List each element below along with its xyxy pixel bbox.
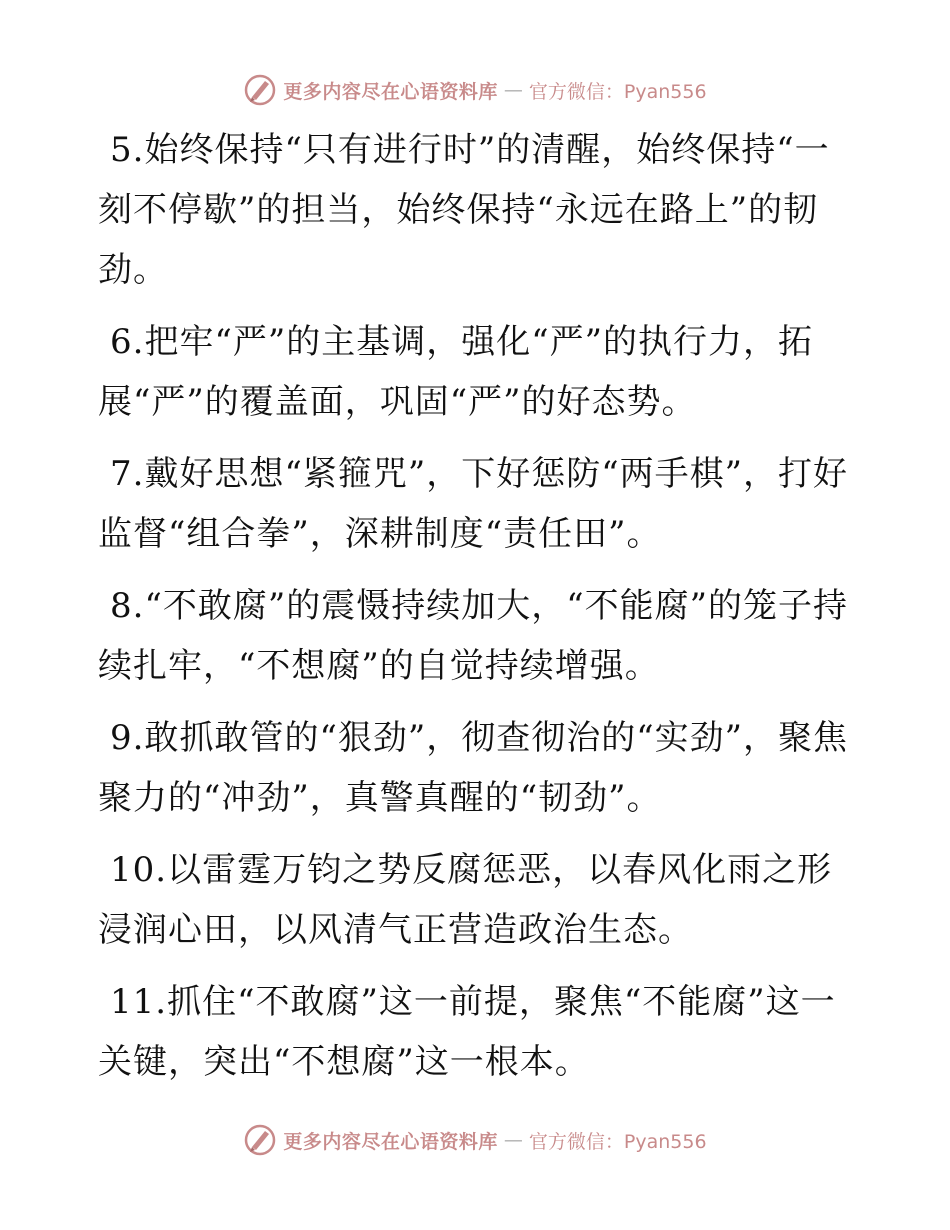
pen-logo-icon [243,73,277,107]
watermark-wechat-text: 官方微信：Pyan556 [528,80,707,103]
watermark-site-text: 更多内容尽在心语资料库 [283,1130,498,1153]
header-watermark [0,70,950,110]
pen-logo-icon [243,1123,277,1157]
paragraph-7: 7.戴好思想“紧箍咒”，下好惩防“两手棋”，打好监督“组合拳”，深耕制度“责任田”。 [98,454,848,554]
document-body [98,120,858,1104]
paragraph-6: 6.把牢“严”的主基调，强化“严”的执行力，拓展“严”的覆盖面，巩固“严”的好态势。 [98,322,813,422]
footer-watermark [0,1120,950,1160]
paragraph-5: 5.始终保持“只有进行时”的清醒，始终保持“一刻不停歇”的担当，始终保持“永远在路上”的韧劲。 [98,130,830,290]
watermark-separator: — [503,1129,523,1151]
paragraph-8: 8.“不敢腐”的震慑持续加大，“不能腐”的笼子持续扎牢，“不想腐”的自觉持续增强。 [98,586,848,686]
paragraph-10: 10.以雷霆万钧之势反腐惩恶，以春风化雨之形浸润心田，以风清气正营造政治生态。 [98,850,833,950]
paragraph-9: 9.敢抓敢管的“狠劲”，彻查彻治的“实劲”，聚焦聚力的“冲劲”，真警真醒的“韧劲”。 [98,718,848,818]
watermark-separator: — [503,79,523,101]
watermark-wechat-text: 官方微信：Pyan556 [528,1130,707,1153]
paragraph-11: 11.抓住“不敢腐”这一前提，聚焦“不能腐”这一关键，突出“不想腐”这一根本。 [98,982,836,1082]
watermark-site-text: 更多内容尽在心语资料库 [283,80,498,103]
